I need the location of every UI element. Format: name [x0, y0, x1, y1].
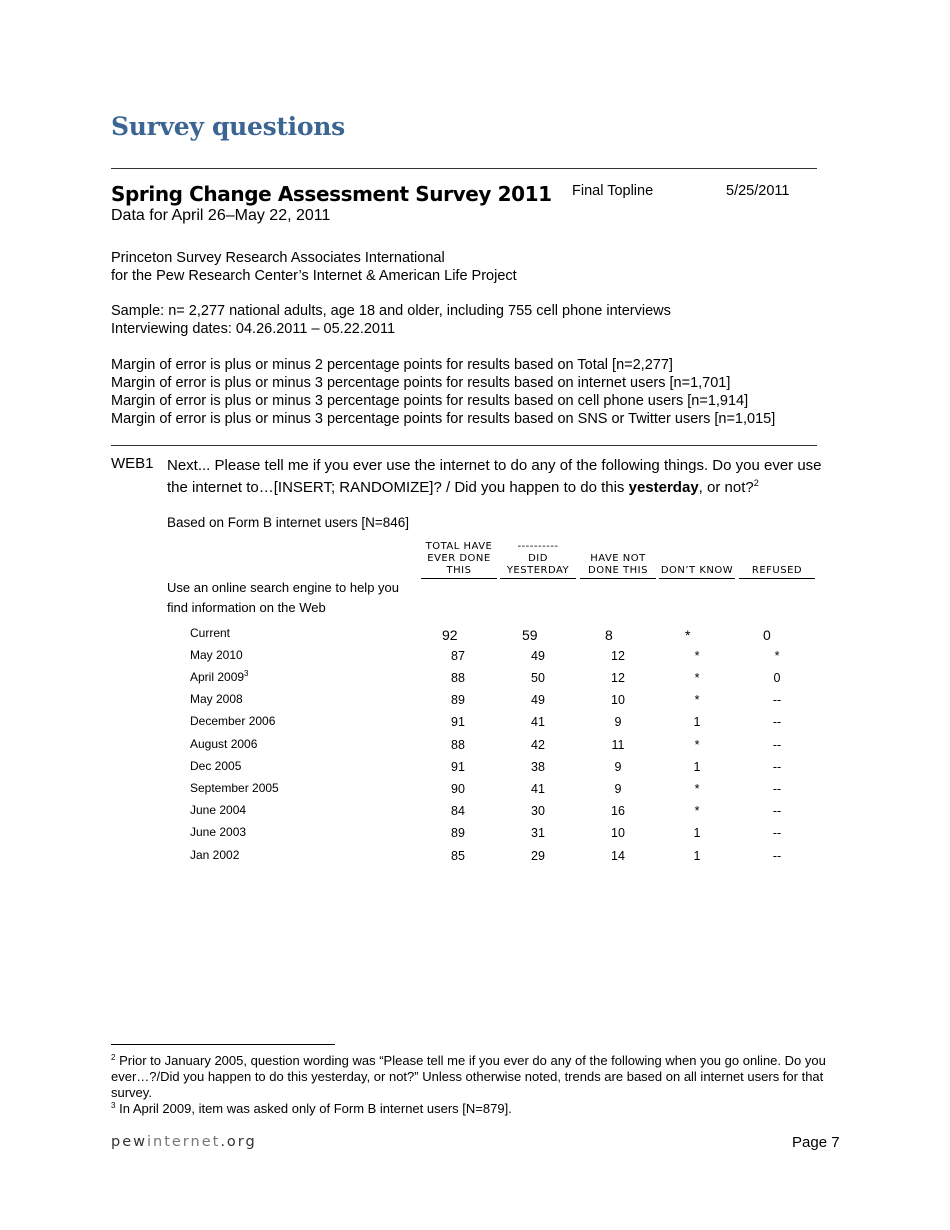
cell-total: 88 [451, 738, 465, 752]
question-text-part: , or not? [698, 479, 754, 496]
col-header-line: HAVE NOT [590, 553, 646, 564]
cell-dk: * [694, 649, 700, 663]
col-total-header [421, 541, 497, 579]
cell-dk: * [694, 782, 700, 796]
cell-total: 90 [451, 782, 465, 796]
cell-dk: * [694, 693, 700, 707]
cell-did: 29 [531, 849, 545, 863]
cell-total: 89 [451, 826, 465, 840]
cell-havenot: 12 [611, 671, 625, 685]
col-header-line: EVER DONE [427, 553, 491, 564]
page-title: Survey questions [111, 112, 345, 141]
cell-did: 41 [531, 715, 545, 729]
cell-havenot: 11 [611, 738, 625, 752]
cell-total: 91 [451, 760, 465, 774]
row-label-text: August 2006 [190, 737, 258, 751]
cell-ref: -- [772, 760, 782, 774]
table-row [0, 714, 950, 736]
cell-ref: -- [772, 804, 782, 818]
row-label [190, 759, 241, 773]
table-row [0, 670, 950, 692]
survey-name: Spring Change Assessment Survey 2011 [111, 182, 552, 206]
top-divider [111, 168, 817, 169]
sample-line: Interviewing dates: 04.26.2011 – 05.22.2011 [111, 321, 396, 337]
cell-ref: -- [772, 849, 782, 863]
site-brand [111, 1134, 257, 1150]
org-block [111, 249, 517, 285]
row-label-text: December 2006 [190, 714, 276, 728]
cell-havenot: 9 [614, 782, 622, 796]
cell-total: 91 [451, 715, 465, 729]
item-label: Use an online search engine to help you find information on the Web [167, 580, 399, 615]
question-text-bold: yesterday [628, 479, 699, 496]
table-row [0, 648, 950, 670]
margin-line: Margin of error is plus or minus 3 percentage points for results based on cell phone users [n=1,914] [111, 393, 749, 409]
cell-dk: 1 [693, 826, 701, 840]
col-header-line: TOTAL HAVE [425, 541, 493, 552]
footnote-ref: 2 [753, 478, 759, 488]
row-label [190, 648, 243, 662]
question-text-part: Next... Please tell me if you ever use the internet to do any of the following things. Do you ever use the internet to…[INSERT; RANDOMIZE]? / Did you happen to do this [167, 457, 822, 496]
row-label-text: Current [190, 626, 231, 640]
cell-ref: * [774, 649, 780, 663]
row-label-text: Jan 2002 [190, 848, 240, 862]
footnote [111, 1053, 841, 1101]
data-range: Data for April 26–May 22, 2011 [111, 207, 331, 224]
row-label-text: June 2003 [190, 825, 247, 839]
col-header-line: THIS [446, 565, 472, 576]
col-header-line: ---------- [517, 541, 559, 552]
table-row [0, 692, 950, 714]
col-dontknow-header [659, 565, 735, 579]
table-row [0, 737, 950, 759]
table-row [0, 759, 950, 781]
cell-dk: * [694, 738, 700, 752]
row-label [190, 848, 239, 862]
row-label [190, 781, 279, 795]
sample-block [111, 302, 671, 338]
cell-havenot: 9 [614, 760, 622, 774]
row-label-text: May 2008 [190, 692, 243, 706]
row-label-text: June 2004 [190, 803, 247, 817]
footnote-divider [111, 1044, 335, 1045]
row-label [190, 825, 246, 839]
cell-did: 50 [531, 671, 545, 685]
page-number: Page 7 [792, 1134, 840, 1151]
table-row [0, 803, 950, 825]
footnote-ref: 3 [244, 669, 249, 678]
brand-part: pew [111, 1134, 147, 1150]
row-label [190, 737, 257, 751]
col-havenot-header [580, 553, 656, 579]
cell-havenot: 12 [611, 649, 625, 663]
footnote-number: 2 [111, 1053, 116, 1062]
cell-did: 31 [531, 826, 545, 840]
brand-part: internet [146, 1134, 221, 1150]
col-header-line: DID [528, 553, 548, 564]
cell-ref: -- [772, 715, 782, 729]
cell-total: 88 [451, 671, 465, 685]
cell-did: 49 [531, 649, 545, 663]
cell-ref: 0 [773, 671, 781, 685]
cell-total: 92 [442, 627, 458, 643]
row-label-text: April 2009 [190, 670, 245, 684]
row-label-text: May 2010 [190, 648, 243, 662]
cell-ref: -- [772, 693, 782, 707]
col-header-line: DONE THIS [588, 565, 648, 576]
cell-dk: 1 [693, 849, 701, 863]
table-row [0, 848, 950, 870]
report-date: 5/25/2011 [726, 183, 790, 199]
cell-havenot: 10 [611, 826, 625, 840]
cell-havenot: 16 [611, 804, 625, 818]
brand-part: .org [220, 1134, 257, 1150]
table-row [0, 825, 950, 847]
cell-did: 49 [531, 693, 545, 707]
cell-did: 41 [531, 782, 545, 796]
cell-dk: * [694, 671, 700, 685]
topline-label: Final Topline [572, 183, 654, 199]
footnote-number: 3 [111, 1101, 116, 1110]
cell-dk: * [685, 627, 691, 643]
cell-dk: 1 [693, 760, 701, 774]
cell-havenot: 14 [611, 849, 625, 863]
cell-havenot: 10 [611, 693, 625, 707]
org-line: for the Pew Research Center’s Internet & American Life Project [111, 268, 517, 284]
question-text [167, 455, 837, 499]
col-header-line: REFUSED [751, 565, 803, 576]
row-label-text: Dec 2005 [190, 759, 242, 773]
cell-havenot: 9 [614, 715, 622, 729]
section-divider [111, 445, 817, 446]
col-header-line: YESTERDAY [506, 565, 570, 576]
row-label [190, 692, 243, 706]
cell-havenot: 8 [605, 627, 613, 643]
margin-line: Margin of error is plus or minus 3 percentage points for results based on internet users [n=1,701] [111, 375, 731, 391]
footnote-text: Prior to January 2005, question wording was “Please tell me if you ever do any of the following when you go online. Do you ever…?/Did you happen to do this yesterday, or not?” Unless otherwise noted, trends are based on all internet users for that survey. [111, 1053, 826, 1100]
cell-ref: -- [772, 826, 782, 840]
based-on-note: Based on Form B internet users [N=846] [167, 515, 409, 530]
cell-ref: -- [772, 782, 782, 796]
table-row [0, 626, 950, 648]
cell-ref: -- [772, 738, 782, 752]
cell-did: 59 [522, 627, 538, 643]
cell-total: 87 [451, 649, 465, 663]
margin-block [111, 356, 775, 428]
cell-total: 85 [451, 849, 465, 863]
cell-ref: 0 [763, 627, 771, 643]
footnote [111, 1101, 841, 1117]
col-yesterday-header [500, 541, 576, 579]
cell-total: 89 [451, 693, 465, 707]
col-refused-header [739, 565, 815, 579]
margin-line: Margin of error is plus or minus 2 percentage points for results based on Total [n=2,277] [111, 357, 673, 373]
cell-dk: 1 [693, 715, 701, 729]
cell-dk: * [694, 804, 700, 818]
table-row [0, 781, 950, 803]
org-line: Princeton Survey Research Associates International [111, 250, 445, 266]
row-label-text: September 2005 [190, 781, 279, 795]
sample-line: Sample: n= 2,277 national adults, age 18 and older, including 755 cell phone interviews [111, 303, 671, 319]
cell-did: 42 [531, 738, 545, 752]
cell-did: 38 [531, 760, 545, 774]
question-id: WEB1 [111, 455, 154, 472]
footnote-text: In April 2009, item was asked only of Form B internet users [N=879]. [119, 1101, 512, 1116]
cell-did: 30 [531, 804, 545, 818]
row-label [190, 714, 275, 728]
row-label [190, 803, 246, 817]
margin-line: Margin of error is plus or minus 3 percentage points for results based on SNS or Twitter users [n=1,015] [111, 411, 776, 427]
cell-total: 84 [451, 804, 465, 818]
row-label [190, 626, 230, 640]
col-header-line: DON’T KNOW [660, 565, 734, 576]
row-label [190, 670, 249, 684]
